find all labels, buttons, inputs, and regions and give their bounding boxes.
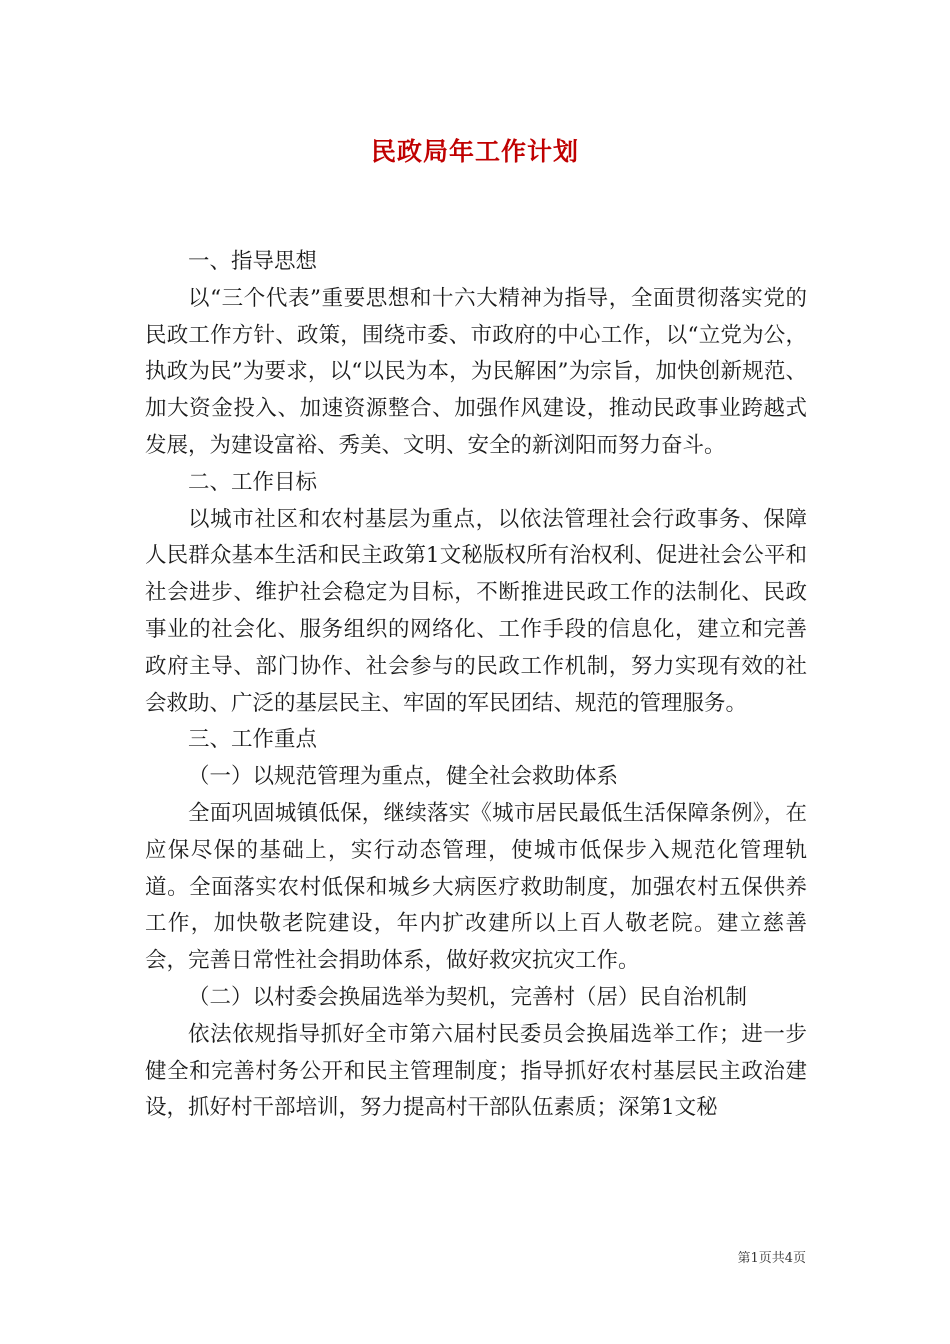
section-heading-work-goals: 二、工作目标	[188, 469, 318, 495]
subheading-social-assistance: （一）以规范管理为重点，健全社会救助体系	[188, 764, 619, 790]
document-title: 民政局年工作计划	[370, 137, 579, 166]
section-heading-work-focus: 三、工作重点	[188, 727, 318, 753]
paragraph-social-assistance: 全面巩固城镇低保，继续落实《城市居民最低生活保障条例》，在应保尽保的基础上，实行动态管理，使城市低保步入规范化管理轨道。全面落实农村低保和城乡大病医疗救助制度，加强农村五保供养工作，加快敬老院建设，年内扩改建所以上百人敬老院。建立慈善会，完善日常性社会捐助体系，做好救灾抗灾工作。	[145, 800, 807, 974]
paragraph-work-goals: 以城市社区和农村基层为重点，以依法管理社会行政事务、保障人民群众基本生活和民主政第1文秘版权所有治权利、促进社会公平和社会进步、维护社会稳定为目标，不断推进民政工作的法制化、民政事业的社会化、服务组织的网络化、工作手段的信息化，建立和完善政府主导、部门协作、社会参与的民政工作机制，努力实现有效的社会救助、广泛的基层民主、牢固的军民团结、规范的管理服务。	[145, 506, 807, 716]
document-body	[145, 244, 807, 1127]
paragraph-guiding-ideology: 以“三个代表”重要思想和十六大精神为指导，全面贯彻落实党的民政工作方针、政策，围绕市委、市政府的中心工作，以“立党为公，执政为民”为要求，以“以民为本，为民解困”为宗旨，加快创新规范、加大资金投入、加速资源整合、加强作风建设，推动民政事业跨越式发展，为建设富裕、秀美、文明、安全的新浏阳而努力奋斗。	[145, 285, 807, 458]
paragraph-village-autonomy: 依法依规指导抓好全市第六届村民委员会换届选举工作；进一步健全和完善村务公开和民主管理制度；指导抓好农村基层民主政治建设，抓好村干部培训，努力提高村干部队伍素质；深第1文秘	[145, 1021, 807, 1121]
subheading-village-autonomy: （二）以村委会换届选举为契机，完善村（居）民自治机制	[188, 984, 748, 1010]
page-number-footer: 第1页共4页	[737, 1251, 806, 1266]
section-heading-guiding-ideology: 一、指导思想	[188, 249, 318, 274]
